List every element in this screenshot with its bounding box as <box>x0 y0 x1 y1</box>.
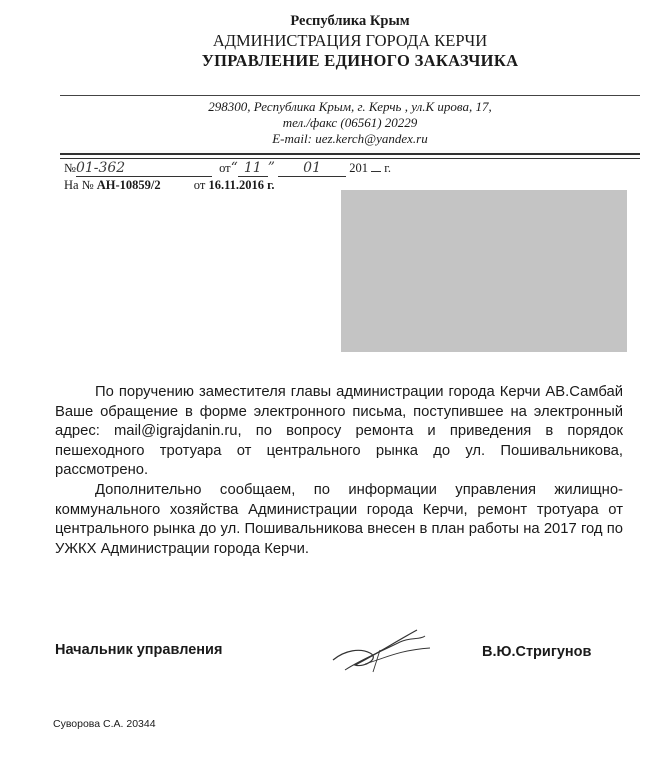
signatory-name: В.Ю.Стригунов <box>482 644 592 660</box>
divider-double-thin <box>60 158 640 159</box>
reply-number: АН-10859/2 <box>96 178 161 192</box>
letter-body <box>55 383 623 559</box>
handwritten-signature <box>325 620 435 675</box>
divider-double-thick <box>60 153 640 155</box>
incoming-reference <box>64 178 275 193</box>
redacted-recipient-block <box>341 190 627 352</box>
reply-from-label: от <box>193 178 206 192</box>
reply-date: 16.11.2016 г. <box>208 178 275 192</box>
address-email: E-mail: uez.kerch@yandex.ru <box>272 131 428 146</box>
body-paragraph-1: По поручению заместителя главы администрации города Керчи АВ.Самбай Ваше обращение в форме электронного письма, поступившее на электронный адрес: mail@igrajdanin.ru, по вопросу ремонта и приведения в порядок пешеходного тротуара от центрального рынка до ул. Пошивальникова, рассмотрено. <box>55 384 623 479</box>
reply-label: На № <box>64 178 94 192</box>
executor-info: Суворова С.А. 20344 <box>53 718 156 730</box>
outgoing-reference: №01-362 от“ 11 ” 01 201 г. <box>64 160 392 176</box>
number-label: № <box>64 161 76 175</box>
number-handwritten: 01-362 <box>76 160 212 177</box>
year-suffix: г. <box>384 161 392 175</box>
header-administration: АДМИНИСТРАЦИЯ ГОРОДА КЕРЧИ <box>212 31 488 50</box>
header-department: УПРАВЛЕНИЕ ЕДИНОГО ЗАКАЗЧИКА <box>201 51 519 70</box>
address-line-1: 298300, Республика Крым, г. Керчь , ул.К ирова, 17, <box>208 99 492 114</box>
address-phone: тел./факс (06561) 20229 <box>282 115 418 130</box>
header-republic: Республика Крым <box>290 13 410 29</box>
date-from-label: от <box>219 161 231 175</box>
signatory-title: Начальник управления <box>55 642 223 658</box>
day-handwritten: 11 <box>238 160 268 177</box>
month-handwritten: 01 <box>278 160 346 177</box>
divider-top <box>60 95 640 96</box>
year-prefix: 201 <box>349 161 368 175</box>
body-paragraph-2: Дополнительно сообщаем, по информации управления жилищно-коммунального хозяйства Администрации города Керчи, ремонт тротуара от центрального рынка до ул. Пошивальникова внесен в план работы на 2017 год по УЖКХ Администрации города Керчи. <box>55 481 623 557</box>
